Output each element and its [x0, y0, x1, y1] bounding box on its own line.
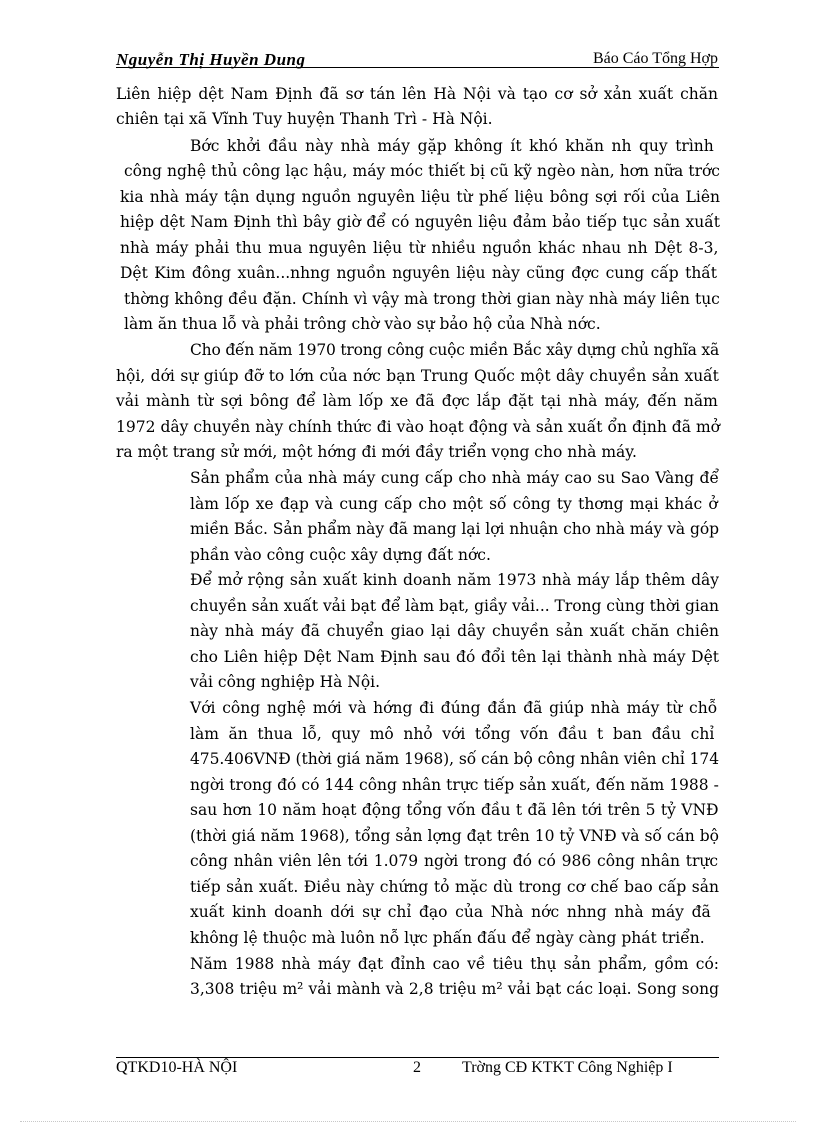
body-line: phần vào công cuộc xây dựng đất nớc. [190, 546, 491, 564]
body-line: ra một trang sử mới, một hớng đi mới đầy triển vọng cho nhà máy. [116, 443, 637, 461]
footer-rule [116, 1057, 719, 1058]
body-line: làm lốp xe đạp và cung cấp cho một số công ty thơng mại khác ở [190, 495, 718, 513]
body-line: chiên tại xã Vĩnh Tuy huyện Thanh Trì - Hà Nội. [116, 110, 493, 128]
body-line: sau hơn 10 năm hoạt động tổng vốn đầu t đã lên tới trên 5 tỷ VNĐ [190, 801, 719, 819]
body-line: Dệt Kim đông xuân...nhng nguồn nguyên liệu này cũng đợc cung cấp thất [120, 264, 718, 282]
footer-right: Trờng CĐ KTKT Công Nghiệp I [462, 1059, 673, 1076]
body-line: 475.406VNĐ (thời giá năm 1968), số cán bộ công nhân viên chỉ 174 [190, 750, 719, 768]
page-edge-divider [20, 1121, 796, 1122]
body-line: không lệ thuộc mà luôn nỗ lực phấn đấu để ngày càng phát triển. [190, 929, 705, 947]
body-line: 1972 dây chuyền này chính thức đi vào hoạt động và sản xuất ổn định đã mở [116, 418, 720, 436]
body-line: chuyền sản xuất vải bạt để làm bạt, giầy vải... Trong cùng thời gian [190, 597, 719, 615]
page-number: 2 [413, 1059, 421, 1076]
body-line: Bớc khởi đầu này nhà máy gặp không ít khó khăn nh quy trình [190, 137, 714, 155]
body-line: Sản phẩm của nhà máy cung cấp cho nhà máy cao su Sao Vàng để [190, 469, 719, 487]
body-line: thờng không đều đặn. Chính vì vậy mà trong thời gian này nhà máy liên tục [124, 290, 720, 308]
body-line: Để mở rộng sản xuất kinh doanh năm 1973 nhà máy lắp thêm dây [190, 571, 719, 589]
header-author: Nguyễn Thị Huyền Dung [116, 50, 306, 69]
body-line: làm ăn thua lỗ, quy mô nhỏ với tổng vốn đầu t ban đầu chỉ [190, 725, 715, 743]
body-line: hiệp dệt Nam Định thì bây giờ để có nguyên liệu đảm bảo tiếp tục sản xuất [120, 213, 720, 231]
body-line: công nghệ thủ công lạc hậu, máy móc thiết bị cũ kỹ ngèo nàn, hơn nữa trớc [124, 162, 720, 180]
body-line: 3,308 triệu m² vải mành và 2,8 triệu m² vải bạt các loại. Song song [190, 980, 719, 998]
header-title: Báo Cáo Tổng Hợp [592, 50, 718, 67]
body-line: Với công nghệ mới và hớng đi đúng đắn đã giúp nhà máy từ chỗ [190, 699, 718, 717]
body-line: hội, dới sự giúp đỡ to lớn của nớc bạn Trung Quốc một dây chuyền sản xuất [116, 367, 719, 385]
body-line: miền Bắc. Sản phẩm này đã mang lại lợi nhuận cho nhà máy và góp [190, 520, 720, 538]
body-line: Cho đến năm 1970 trong công cuộc miền Bắc xây dựng chủ nghĩa xã [190, 341, 719, 359]
body-line: vải mành từ sợi bông để làm lốp xe đã đợc lắp đặt tại nhà máy, đến năm [116, 392, 718, 410]
footer-left: QTKD10-HÀ NỘI [116, 1059, 238, 1076]
body-line: Liên hiệp dệt Nam Định đã sơ tán lên Hà Nội và tạo cơ sở xản xuất chăn [116, 85, 718, 103]
body-line: tiếp sản xuất. Điều này chứng tỏ mặc dù trong cơ chế bao cấp sản [190, 878, 719, 896]
body-line: vải công nghiệp Hà Nội. [190, 673, 381, 691]
body-line: này nhà máy đã chuyển giao lại dây chuyền sản xuất chăn chiên [190, 622, 719, 640]
header-rule [116, 67, 719, 68]
body-line: kia nhà máy tận dụng nguồn nguyên liệu từ phế liệu bông sợi rối của Liên [120, 188, 720, 206]
body-line: (thời giá năm 1968), tổng sản lợng đạt trên 10 tỷ VNĐ và số cán bộ [190, 827, 719, 845]
body-line: Năm 1988 nhà máy đạt đỉnh cao về tiêu thụ sản phẩm, gồm có: [190, 955, 719, 973]
body-line: nhà máy phải thu mua nguyên liệu từ nhiều nguồn khác nhau nh Dệt 8-3, [120, 239, 719, 257]
body-line: cho Liên hiệp Dệt Nam Định sau đó đổi tên lại thành nhà máy Dệt [190, 648, 719, 666]
body-line: xuất kinh doanh dới sự chỉ đạo của Nhà nớc nhng nhà máy đã [190, 903, 711, 921]
body-line: công nhân viên lên tới 1.079 ngời trong đó có 986 công nhân trực [190, 852, 719, 870]
body-line: làm ăn thua lỗ và phải trông chờ vào sự bảo hộ của Nhà nớc. [124, 315, 601, 333]
body-line: ngời trong đó có 144 công nhân trực tiếp sản xuất, đến năm 1988 - [190, 776, 719, 794]
